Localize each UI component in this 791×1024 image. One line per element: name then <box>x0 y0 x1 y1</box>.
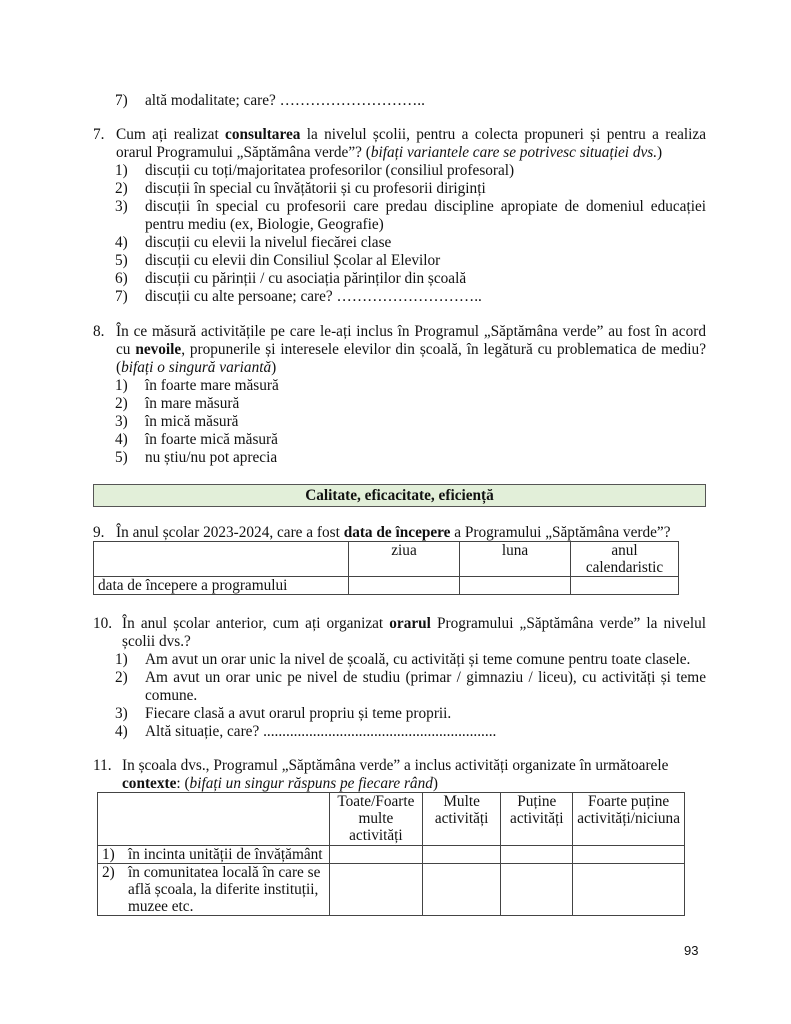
option-number: 3) <box>115 198 128 215</box>
text: , propunerile și interesele elevilor din școală, în legătură cu problematica de mediu? ( <box>116 341 706 376</box>
option-item[interactable] <box>115 252 706 270</box>
row-number: 2) <box>102 864 115 881</box>
option-number: 1) <box>115 651 128 668</box>
bold-text: nevoile <box>135 341 182 358</box>
answer-cell[interactable] <box>422 846 501 864</box>
option-item[interactable] <box>115 669 706 705</box>
question-number: 10. <box>93 615 113 632</box>
answer-cell[interactable] <box>573 846 685 864</box>
question-7 <box>93 126 706 306</box>
row-number: 1) <box>102 846 115 863</box>
header-cell <box>98 793 330 846</box>
question-text <box>93 524 706 542</box>
option-number: 6) <box>115 270 128 287</box>
start-date-table <box>93 541 679 595</box>
option-text: Am avut un orar unic la nivel de școală, cu activități și teme comune pentru toate clasele. <box>145 651 691 668</box>
options-list <box>93 377 706 467</box>
option-text: Fiecare clasă a avut orarul propriu și teme proprii. <box>145 705 452 722</box>
header-cell: luna <box>460 542 571 577</box>
bold-text: data de începere <box>343 524 451 541</box>
text: În anul școlar 2023-2024, care a fost <box>116 524 344 541</box>
option-item[interactable] <box>115 180 706 198</box>
option-text: Altă situație, care? ............................................................. <box>145 723 497 740</box>
option-text: discuții cu alte persoane; care? ……………………….. <box>145 288 482 305</box>
option-text: în mică măsură <box>145 413 239 430</box>
row-label <box>98 846 330 864</box>
instruction: bifați un singur răspuns pe fiecare rând <box>189 775 433 792</box>
page-number: 93 <box>684 943 699 958</box>
option-number: 3) <box>115 413 128 430</box>
item-text: altă modalitate; care? ……………………….. <box>145 92 425 109</box>
question-text <box>93 323 706 377</box>
instruction: bifați variantele care se potrivesc situației dvs. <box>370 144 658 161</box>
text: a Programului „Săptămâna verde”? <box>450 524 671 541</box>
question-number: 11. <box>93 757 112 774</box>
question-number: 9. <box>93 524 105 541</box>
question-number: 8. <box>93 323 105 340</box>
option-item[interactable] <box>115 162 706 180</box>
bold-text: orarul <box>389 615 431 632</box>
answer-cell[interactable] <box>573 864 685 916</box>
option-text: în foarte mare măsură <box>145 377 279 394</box>
option-item[interactable] <box>115 377 706 395</box>
question-8 <box>93 323 706 467</box>
text: ) <box>432 775 438 792</box>
bold-text: consultarea <box>225 126 301 143</box>
text: ) <box>657 144 663 161</box>
option-text: în foarte mică măsură <box>145 431 278 448</box>
header-cell: anul calendaristic <box>571 542 679 577</box>
option-item[interactable] <box>115 270 706 288</box>
option-item[interactable] <box>115 395 706 413</box>
instruction: bifați o singură variantă <box>121 359 272 376</box>
option-text: discuții cu elevii la nivelul fiecărei clase <box>145 234 392 251</box>
option-text: discuții cu elevii din Consiliul Școlar al Elevilor <box>145 252 441 269</box>
previous-option <box>93 92 706 110</box>
option-text: în mare măsură <box>145 395 240 412</box>
option-text: discuții în special cu învățătorii și cu profesorii diriginți <box>145 180 486 197</box>
option-number: 2) <box>115 395 128 412</box>
row-label <box>98 864 330 916</box>
option-item[interactable] <box>115 651 706 669</box>
option-item[interactable] <box>115 449 706 467</box>
option-item[interactable] <box>115 288 706 306</box>
row-text: în incinta unității de învățământ <box>128 846 323 863</box>
bold-text: contexte <box>122 775 177 792</box>
option-number: 4) <box>115 431 128 448</box>
contexts-table <box>97 792 685 916</box>
answer-cell[interactable] <box>329 864 422 916</box>
row-text: în comunitatea locală în care se află școala, la diferite instituții, muzee etc. <box>128 864 321 915</box>
option-item[interactable] <box>115 198 706 234</box>
question-text <box>93 615 706 651</box>
question-9 <box>93 524 706 542</box>
header-cell: Foarte puține activități/niciuna <box>573 793 685 846</box>
option-number: 5) <box>115 252 128 269</box>
option-item[interactable] <box>115 234 706 252</box>
day-input-cell[interactable] <box>349 577 460 595</box>
answer-cell[interactable] <box>422 864 501 916</box>
answer-cell[interactable] <box>501 846 573 864</box>
text: În ce măsură activitățile pe care le-ați inclus în Programul „Săptămâna verde” au fost în acord cu <box>116 323 706 358</box>
option-text: discuții în special cu profesorii care predau discipline apropiate de domeniul educației pentru mediu (ex, Biologie, Geografie) <box>145 198 706 233</box>
text: ) <box>271 359 277 376</box>
text: la nivelul școlii, pentru a colecta propuneri și pentru a realiza orarul Programului „Săptămâna verde”? ( <box>116 126 707 161</box>
options-list <box>93 651 706 741</box>
option-text: nu știu/nu pot aprecia <box>145 449 278 466</box>
answer-cell[interactable] <box>501 864 573 916</box>
question-10 <box>93 615 706 741</box>
option-number: 4) <box>115 234 128 251</box>
option-text: discuții cu părinții / cu asociația părinților din școală <box>145 270 467 287</box>
option-number: 1) <box>115 162 128 179</box>
text: În anul școlar anterior, cum ați organizat <box>122 615 390 632</box>
text: Cum ați realizat <box>116 126 226 143</box>
header-cell: Puține activități <box>501 793 573 846</box>
question-number: 7. <box>93 126 105 143</box>
header-cell: Toate/Foarte multe activități <box>329 793 422 846</box>
option-item[interactable] <box>115 413 706 431</box>
answer-cell[interactable] <box>329 846 422 864</box>
month-input-cell[interactable] <box>460 577 571 595</box>
year-input-cell[interactable] <box>571 577 679 595</box>
text: : ( <box>176 775 190 792</box>
row-label: data de începere a programului <box>94 577 349 595</box>
options-list <box>93 162 706 306</box>
option-number: 2) <box>115 180 128 197</box>
option-number: 2) <box>115 669 128 686</box>
option-text: Am avut un orar unic pe nivel de studiu (primar / gimnaziu / liceu), cu activități și teme comune. <box>145 669 706 704</box>
option-number: 7) <box>115 288 128 305</box>
question-text <box>93 126 706 162</box>
header-cell: ziua <box>349 542 460 577</box>
header-cell: Multe activități <box>422 793 501 846</box>
item-number: 7) <box>115 92 128 109</box>
option-number: 4) <box>115 723 128 740</box>
header-cell <box>94 542 349 577</box>
option-number: 1) <box>115 377 128 394</box>
option-text: discuții cu toți/majoritatea profesorilor (consiliul profesoral) <box>145 162 515 179</box>
option-item[interactable] <box>115 705 706 723</box>
option-item[interactable] <box>115 431 706 449</box>
text: In școala dvs., Programul „Săptămâna verde” a inclus activități organizate în următoarele <box>122 757 669 774</box>
option-item[interactable] <box>115 723 706 741</box>
question-text <box>93 757 706 793</box>
section-header: Calitate, eficacitate, eficiență <box>93 484 706 507</box>
option-number: 5) <box>115 449 128 466</box>
option-number: 3) <box>115 705 128 722</box>
question-11 <box>93 757 706 793</box>
text: Programului „Săptămâna verde” la nivelul școlii dvs.? <box>122 615 706 650</box>
